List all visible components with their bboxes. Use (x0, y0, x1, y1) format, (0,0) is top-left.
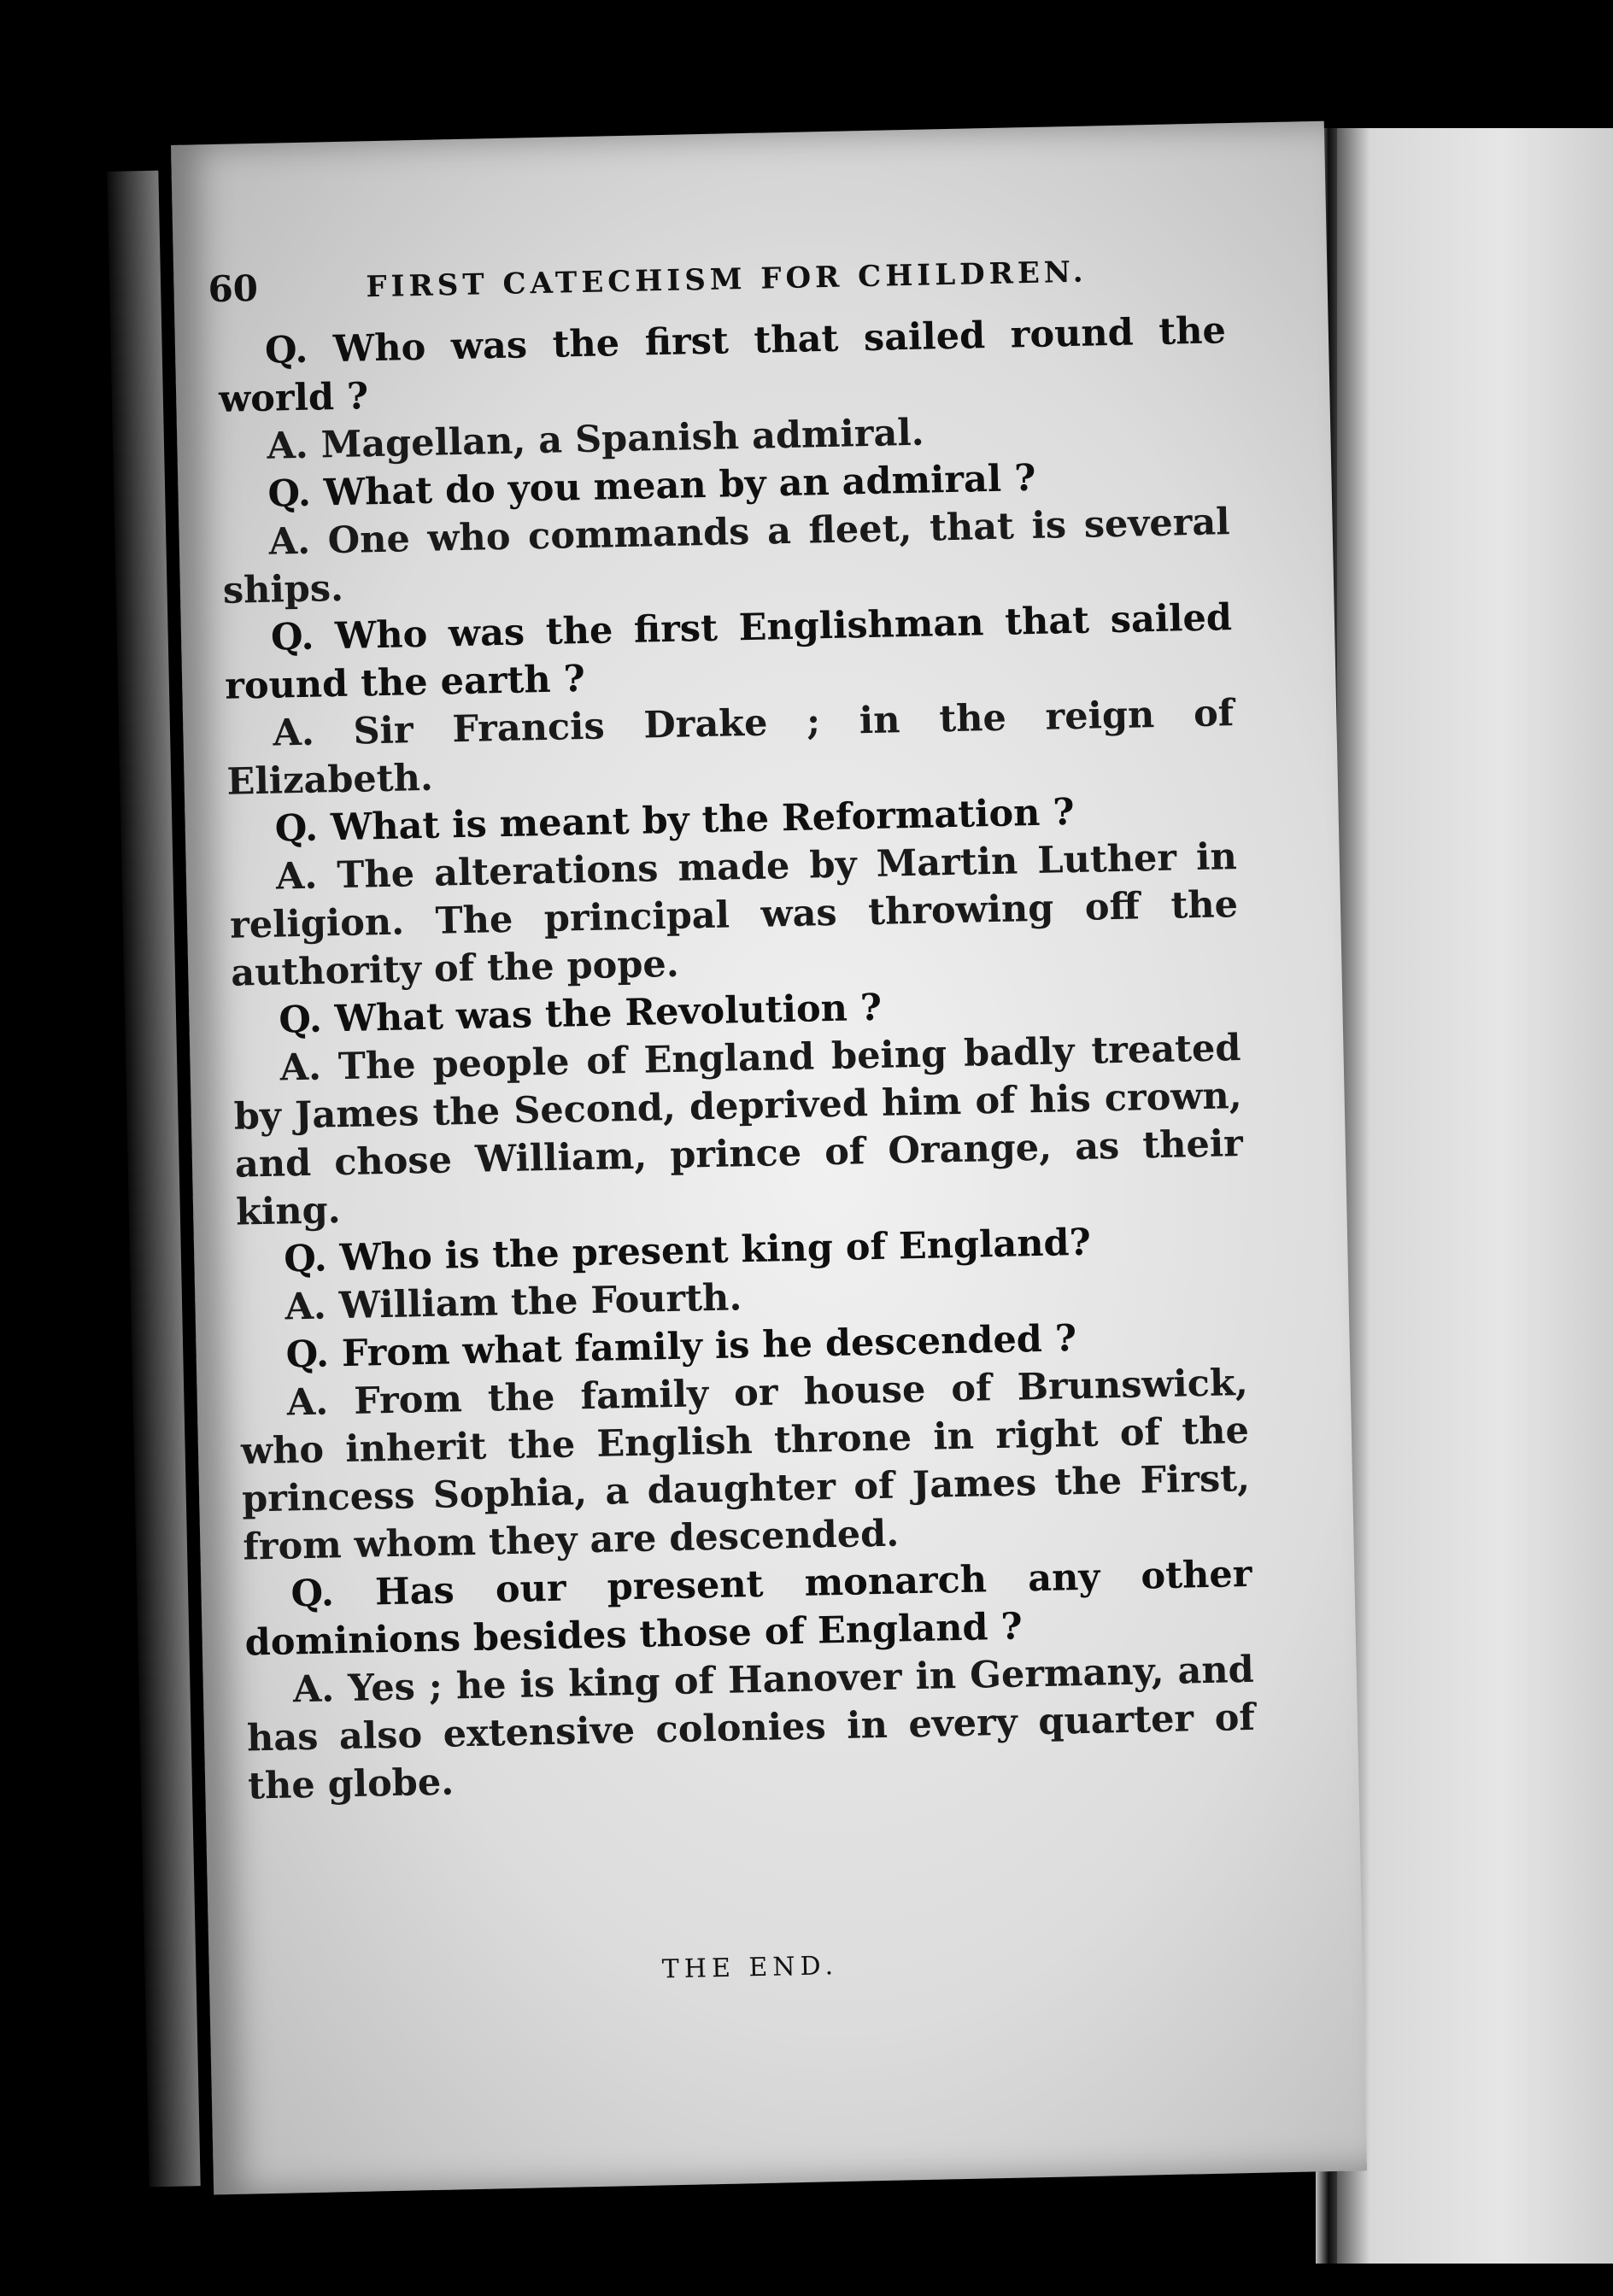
page-header (208, 246, 1267, 311)
question-paragraph: Q. What is meant by the Reformation ? (274, 791, 1076, 851)
book-page (171, 121, 1367, 2195)
answer-paragraph: A. From the family or house of Brunswick, who inherit the English throne in right of the princess Sophia, a daughter of James the First, from whom they are descended. (240, 1361, 1251, 1569)
answer-paragraph: A. William the Fourth. (284, 1276, 742, 1329)
answer-paragraph: A. Magellan, a Spanish admiral. (266, 411, 925, 468)
answer-paragraph: A. One who commands a fleet, that is several ships. (222, 501, 1231, 612)
question-paragraph: Q. From what family is he descended ? (285, 1317, 1077, 1377)
closing-text: THE END. (661, 1951, 839, 1985)
running-title: FIRST CATECHISM FOR CHILDREN. (366, 255, 1088, 305)
answer-paragraph: A. Sir Francis Drake ; in the reign of Elizabeth. (226, 692, 1235, 804)
question-paragraph: Q. Who is the present king of England? (283, 1221, 1092, 1281)
question-paragraph: Q. Who was the first Englishman that sailed round the earth ? (224, 596, 1233, 708)
answer-paragraph: A. Yes ; he is king of Hanover in Germany, and has also extensive colonies in every quarter of the globe. (246, 1648, 1256, 1808)
question-paragraph: Q. What do you mean by an admiral ? (267, 456, 1036, 516)
facing-page (1337, 128, 1613, 2264)
answer-paragraph: A. The alterations made by Martin Luther in religion. The principal was throwing off the authority of the pope. (229, 835, 1239, 995)
question-paragraph: Q. What was the Revolution ? (278, 986, 883, 1042)
question-paragraph: Q. Has our present monarch any other dominions besides those of England ? (244, 1552, 1252, 1665)
catechism-text (217, 307, 1256, 1810)
answer-paragraph: A. The people of England being badly treated by James the Second, deprived him of his crown, and chose William, prince of Orange, as their king. (233, 1027, 1244, 1234)
page-number: 60 (208, 266, 259, 311)
question-paragraph: Q. Who was the first that sailed round the world ? (218, 309, 1227, 421)
